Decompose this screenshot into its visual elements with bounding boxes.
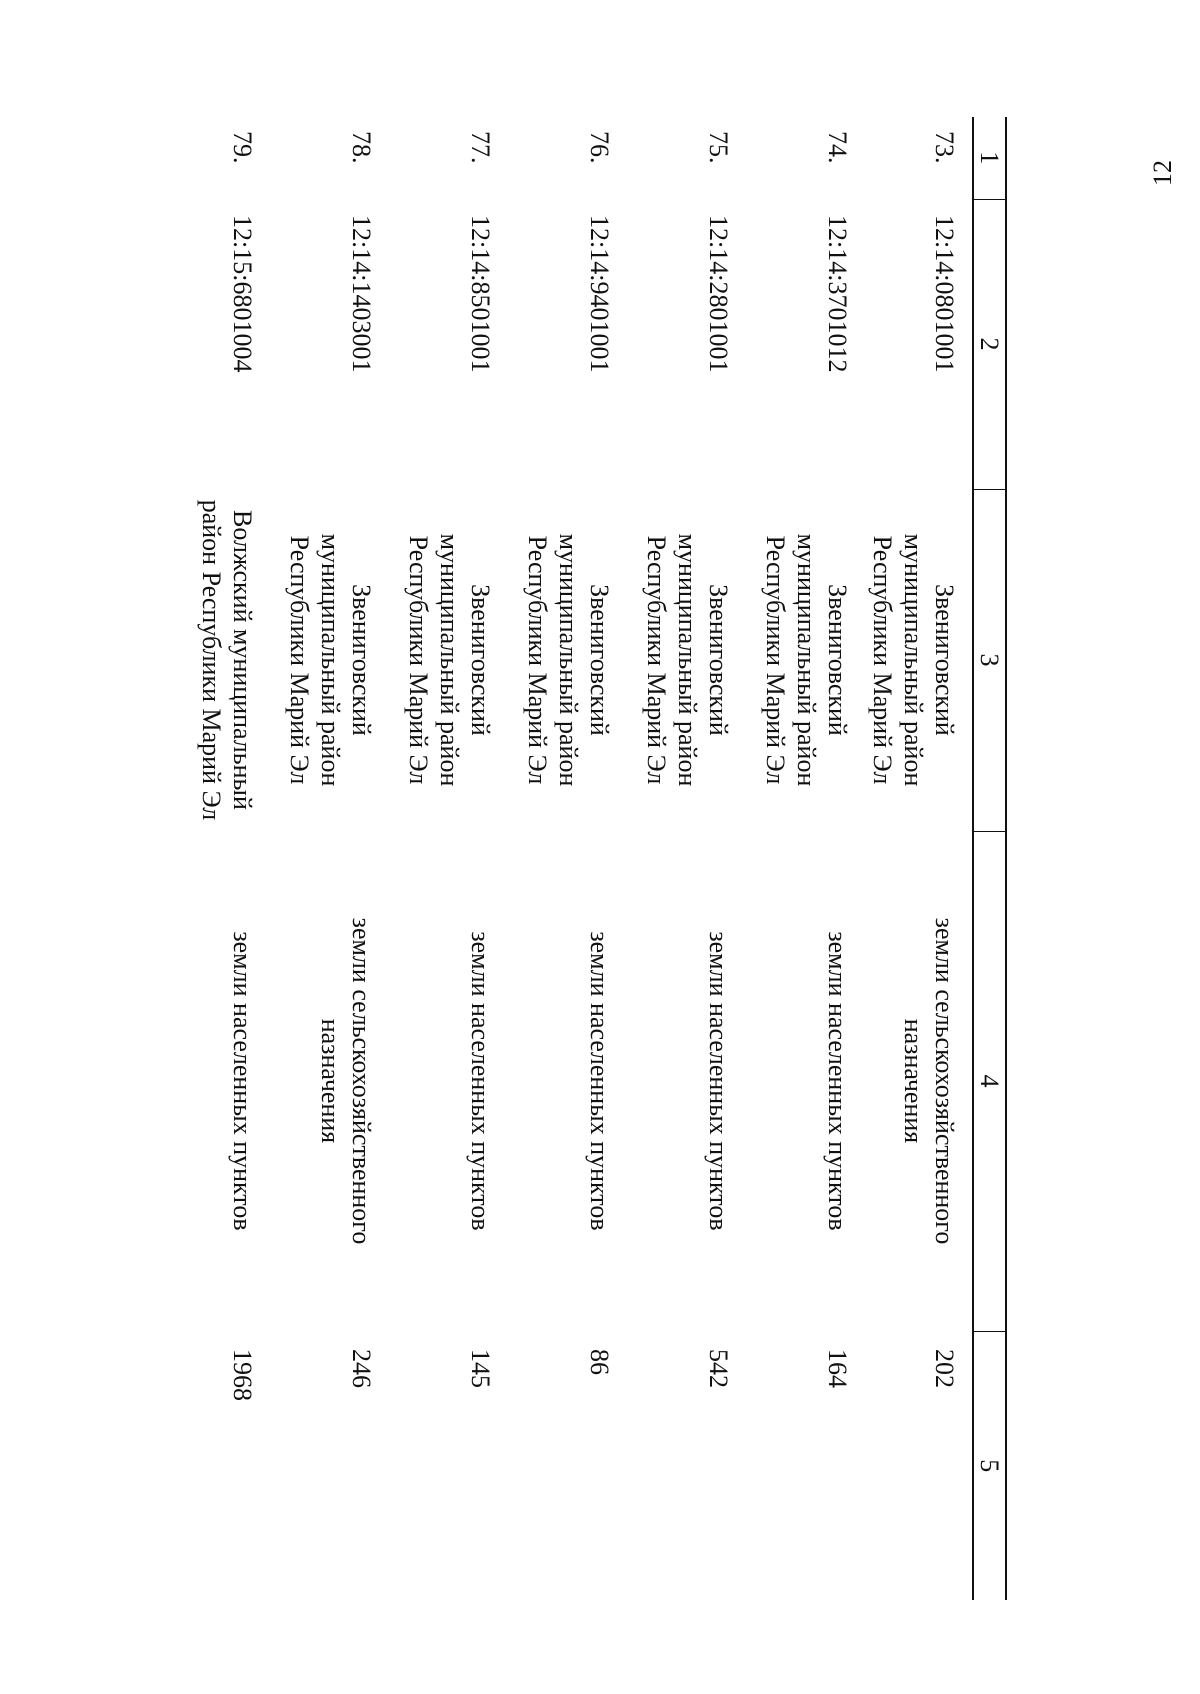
land-category (258, 831, 377, 1331)
district-name-line: Звениговский (585, 584, 614, 736)
district-name-line: Звениговский (930, 584, 959, 736)
cadastral-code (258, 199, 377, 489)
area-value (258, 1331, 377, 1600)
table-row (615, 117, 734, 1600)
area-value-line: 246 (347, 1349, 376, 1388)
header-col-5: 5 (973, 1331, 1006, 1600)
cadastral-code-line: 12:14:2801001 (704, 215, 733, 373)
land-category (139, 831, 258, 1331)
row-number-line: 78. (347, 131, 376, 164)
land-category-line: земли населенных пунктов (585, 931, 614, 1231)
land-category-line: земли населенных пунктов (228, 931, 257, 1231)
land-category (496, 831, 615, 1331)
cadastral-code (734, 199, 853, 489)
cadastral-code (853, 199, 973, 489)
area-value-line: 164 (823, 1349, 852, 1388)
row-number-line: 73. (930, 131, 959, 164)
header-col-3: 3 (973, 489, 1006, 831)
area-value-line: 86 (585, 1349, 614, 1375)
district-name-line: Волжский муниципальный (228, 510, 257, 810)
header-col-1: 1 (973, 117, 1006, 199)
row-number-line: 76. (585, 131, 614, 164)
table-row (734, 117, 853, 1600)
row-number-line: 75. (704, 131, 733, 164)
row-number (377, 117, 496, 199)
area-value-line: 145 (466, 1349, 495, 1388)
header-col-2: 2 (973, 199, 1006, 489)
district-name (734, 489, 853, 831)
header-col-4: 4 (973, 831, 1006, 1331)
row-number (615, 117, 734, 199)
area-value (734, 1331, 853, 1600)
land-category-line: земли сельскохозяйственного (347, 917, 376, 1245)
table-row (258, 117, 377, 1600)
table-row (377, 117, 496, 1600)
cadastral-code-line: 12:14:1403001 (347, 215, 376, 373)
area-value-line: 202 (930, 1349, 959, 1388)
cadastral-code-line: 12:14:0801001 (930, 215, 959, 373)
area-value (853, 1331, 973, 1600)
row-number (139, 117, 258, 199)
land-category (615, 831, 734, 1331)
land-plots-table (139, 117, 1007, 1600)
district-name-line: район Республики Марий Эл (197, 499, 226, 821)
row-number (853, 117, 973, 199)
cadastral-code-line: 12:14:9401001 (585, 215, 614, 373)
district-name-line: Звениговский (466, 584, 495, 736)
district-name-line: муниципальный район (792, 533, 821, 787)
district-name-line: Республики Марий Эл (642, 535, 671, 785)
area-value-line: 1968 (228, 1349, 257, 1401)
land-category (377, 831, 496, 1331)
cadastral-code-line: 12:15:6801004 (228, 215, 257, 373)
district-name (496, 489, 615, 831)
district-name-line: Республики Марий Эл (868, 535, 897, 785)
document-sheet (197, 117, 1007, 1600)
district-name-line: муниципальный район (554, 533, 583, 787)
cadastral-code-line: 12:14:3701012 (823, 215, 852, 373)
district-name-line: муниципальный район (435, 533, 464, 787)
row-number-line: 74. (823, 131, 852, 164)
row-number (734, 117, 853, 199)
table-row (496, 117, 615, 1600)
cadastral-code (139, 199, 258, 489)
district-name-line: Республики Марий Эл (404, 535, 433, 785)
district-name-line: Звениговский (347, 584, 376, 736)
land-category (734, 831, 853, 1331)
row-number (258, 117, 377, 199)
district-name (258, 489, 377, 831)
area-value-line: 542 (704, 1349, 733, 1388)
table-row (853, 117, 973, 1600)
district-name-line: Республики Марий Эл (285, 535, 314, 785)
district-name-line: муниципальный район (899, 533, 928, 787)
row-number-line: 79. (228, 131, 257, 164)
district-name (377, 489, 496, 831)
land-category-line: назначения (316, 1018, 345, 1144)
district-name-line: Республики Марий Эл (761, 535, 790, 785)
cadastral-code (496, 199, 615, 489)
row-number (496, 117, 615, 199)
area-value (615, 1331, 734, 1600)
table-body (139, 117, 973, 1600)
district-name-line: Звениговский (823, 584, 852, 736)
cadastral-code (377, 199, 496, 489)
area-value (496, 1331, 615, 1600)
district-name-line: Республики Марий Эл (523, 535, 552, 785)
district-name (615, 489, 734, 831)
land-category-line: земли населенных пунктов (823, 931, 852, 1231)
district-name-line: муниципальный район (673, 533, 702, 787)
district-name (853, 489, 973, 831)
land-category-line: земли населенных пунктов (704, 931, 733, 1231)
land-category (853, 831, 973, 1331)
area-value (139, 1331, 258, 1600)
area-value (377, 1331, 496, 1600)
table-row (139, 117, 258, 1600)
district-name-line: Звениговский (704, 584, 733, 736)
cadastral-code (615, 199, 734, 489)
land-category-line: земли сельскохозяйственного (930, 917, 959, 1245)
cadastral-code-line: 12:14:8501001 (466, 215, 495, 373)
district-name (139, 489, 258, 831)
land-category-line: назначения (899, 1018, 928, 1144)
row-number-line: 77. (466, 131, 495, 164)
page-number: 12 (1148, 160, 1177, 186)
header-row (973, 117, 1006, 1600)
land-category-line: земли населенных пунктов (466, 931, 495, 1231)
district-name-line: муниципальный район (316, 533, 345, 787)
